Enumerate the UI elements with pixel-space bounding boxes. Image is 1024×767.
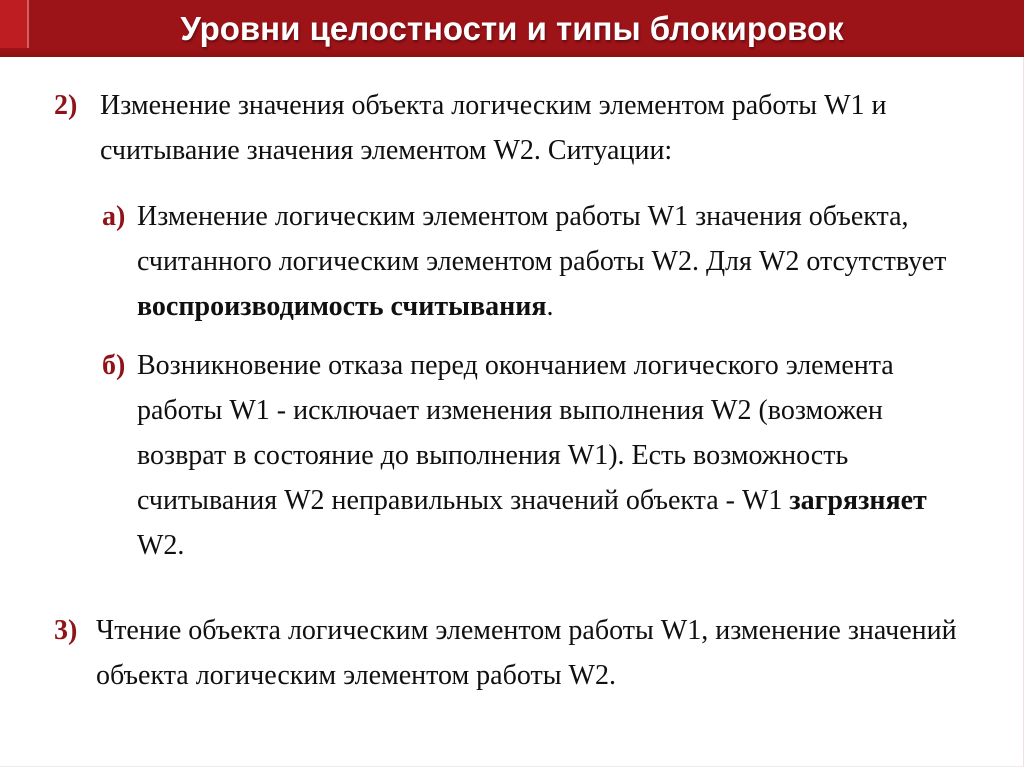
item-marker: 3) xyxy=(54,615,78,646)
list-item xyxy=(102,194,968,329)
item-marker: б) xyxy=(102,350,126,381)
list-item xyxy=(54,608,980,698)
item-text: Изменение значения объекта логическим элементом работы W1 и считывание значения элементом W2. Ситуации: xyxy=(100,90,887,166)
item-marker: а) xyxy=(102,201,126,232)
list-item xyxy=(54,83,980,173)
item-text: Возникновение отказа перед окончанием логического элемента работы W1 - исключает изменения выполнения W2 (возможен возврат в состояние до выполнения W1). Есть возможность считывания W2 неправильных значений объекта - W1 загрязняет W2. xyxy=(137,350,927,561)
item-text: Чтение объекта логическим элементом работы W1, изменение значений объекта логическим элементом работы W2. xyxy=(96,615,957,691)
list-item xyxy=(102,343,968,568)
slide-body xyxy=(0,57,1024,698)
item-text: Изменение логическим элементом работы W1 значения объекта, считанного логическим элементом работы W2. Для W2 отсутствует воспроизводимость считывания. xyxy=(137,201,947,322)
slide-title: Уровни целостности и типы блокировок xyxy=(180,10,844,47)
slide-header xyxy=(0,0,1024,57)
corner-accent-shape xyxy=(0,0,29,48)
item-marker: 2) xyxy=(54,90,78,121)
